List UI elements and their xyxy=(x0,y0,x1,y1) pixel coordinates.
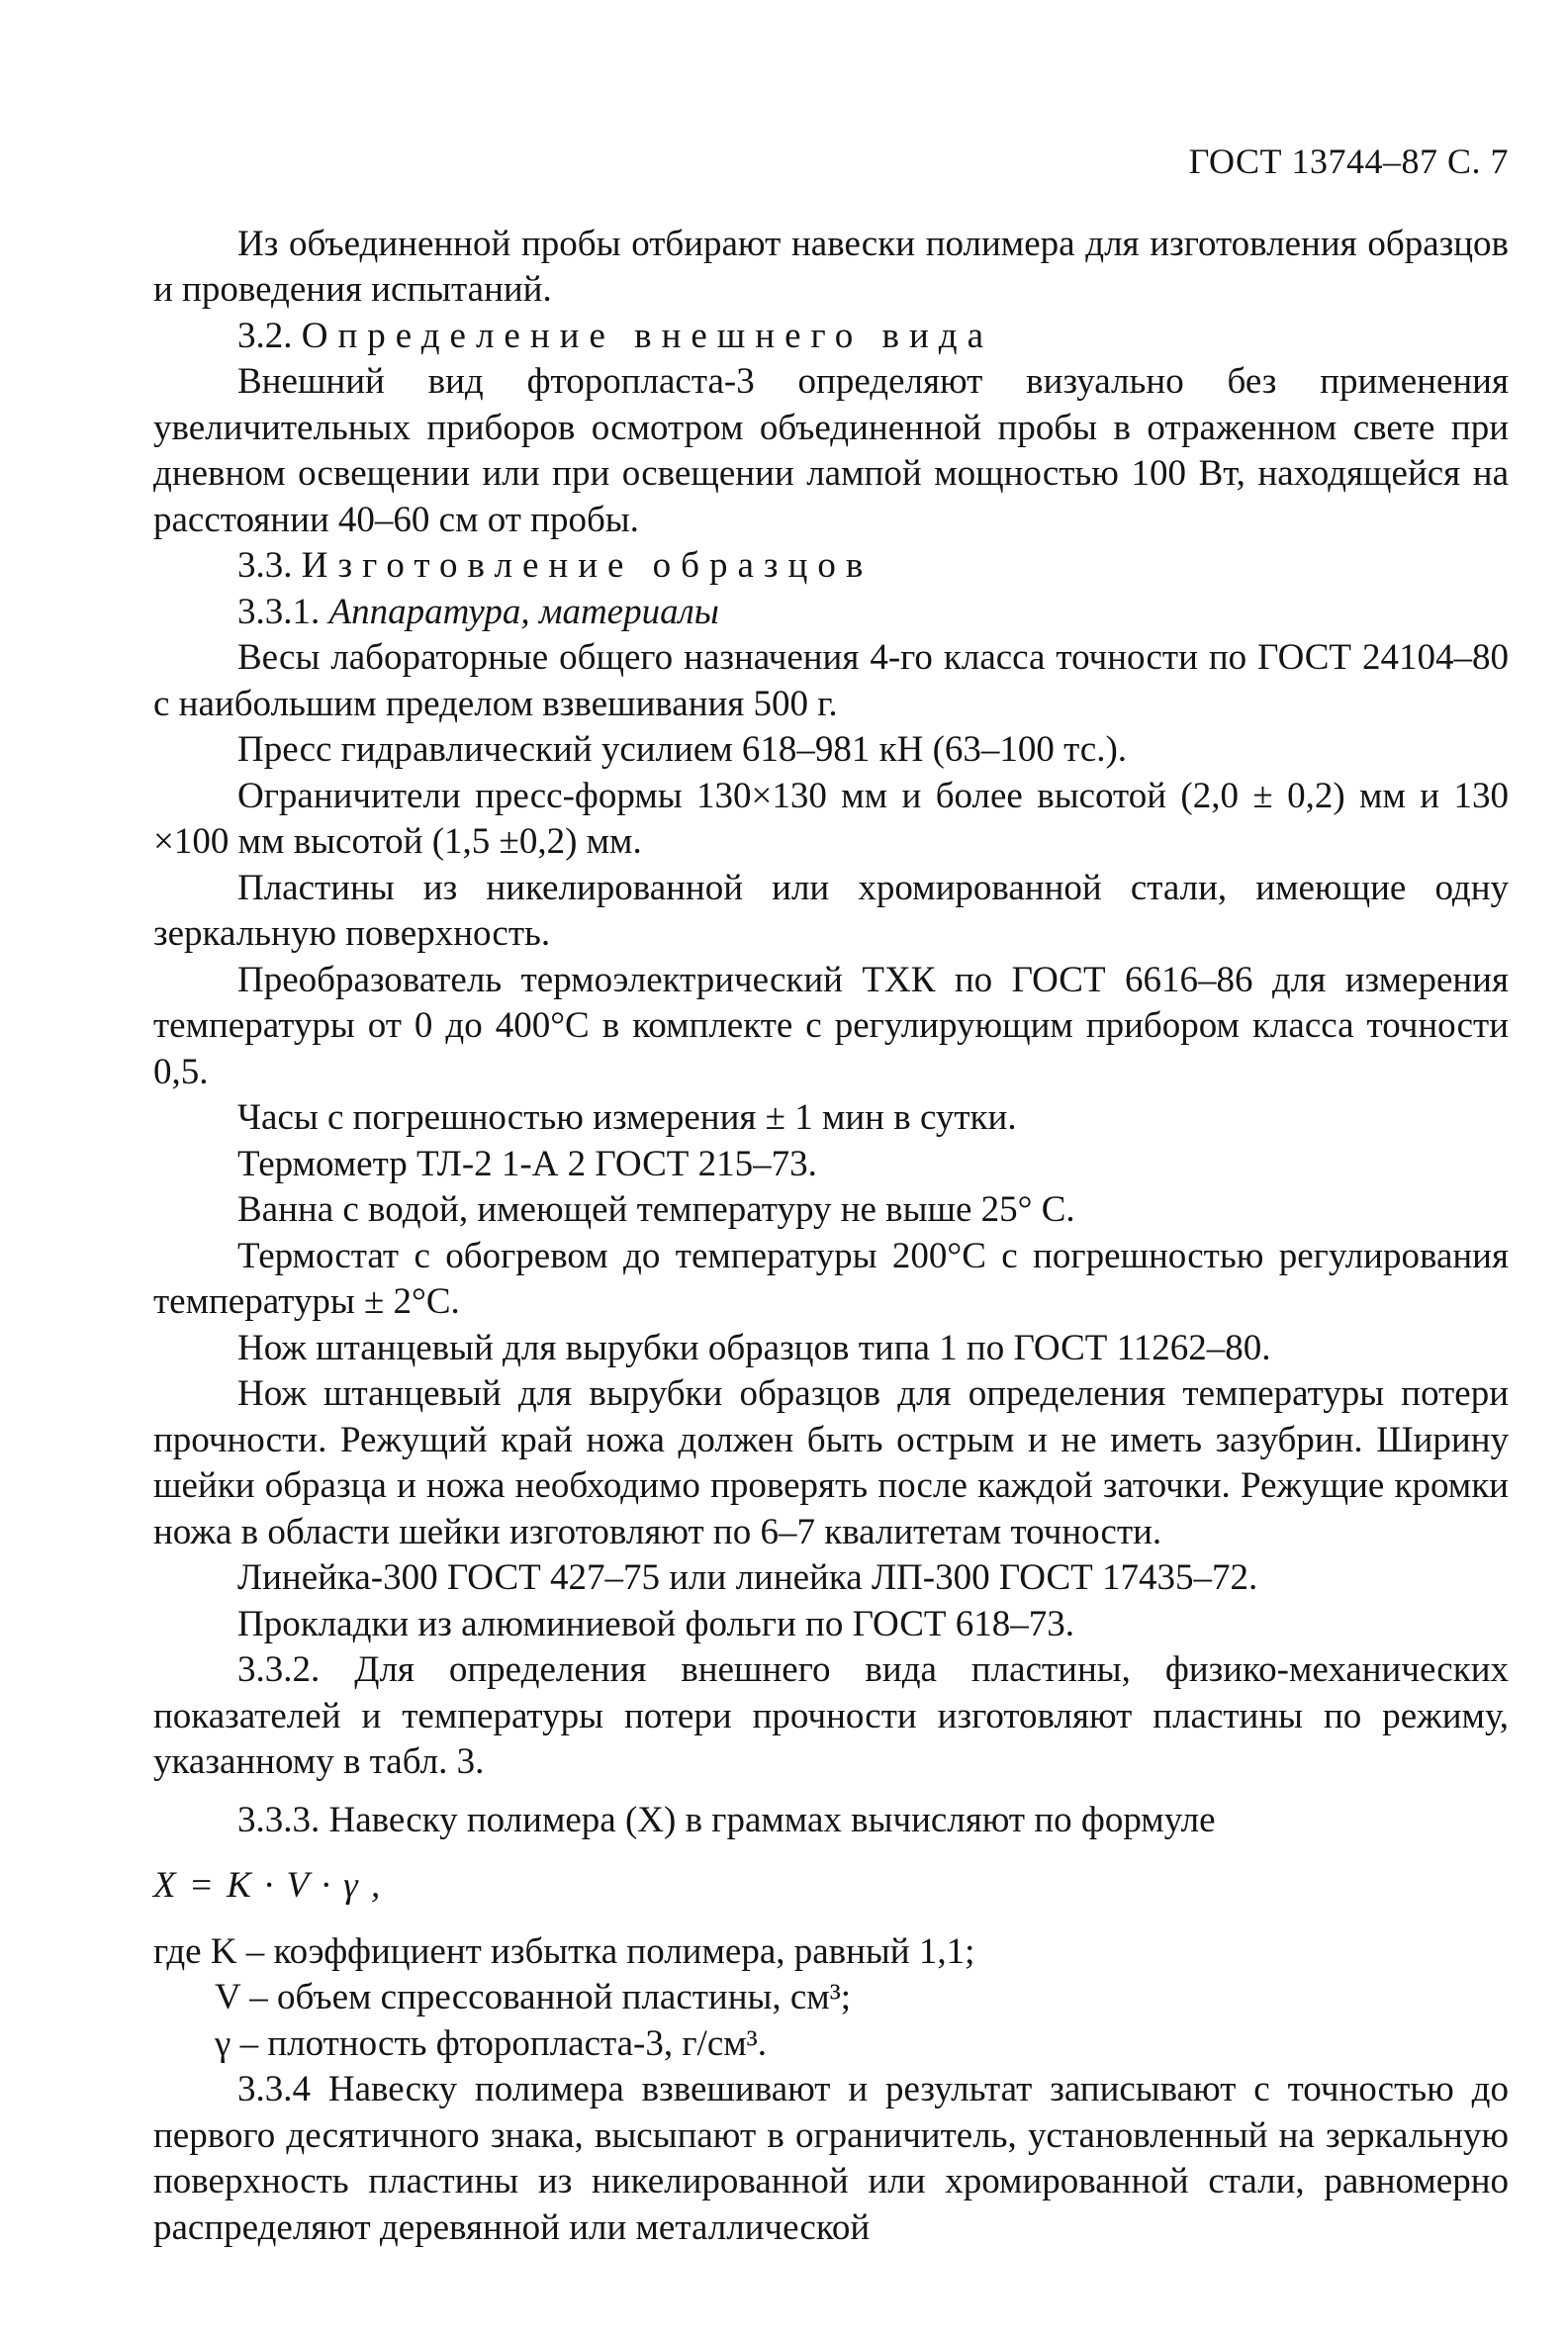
section-heading-3-2 xyxy=(153,314,1509,360)
section-title: Аппаратура, материалы xyxy=(328,591,719,632)
section-number: 3.2. xyxy=(237,315,293,356)
paragraph: Часы с погрешностью измерения ± 1 мин в сутки. xyxy=(237,1097,1017,1138)
paragraph: Преобразователь термоэлектрический ТХК по ГОСТ 6616–86 для измерения температуры от 0 до 400°С в комплекте с регулирующим прибором класса точности 0,5. xyxy=(153,959,1509,1092)
formula-legend-item: γ – плотность фторопласта-3, г/см³. xyxy=(215,2022,767,2064)
paragraph: Нож штанцевый для вырубки образцов типа 1 по ГОСТ 11262–80. xyxy=(237,1327,1271,1368)
paragraph: Внешний вид фторопласта-3 определяют визуально без применения увеличительных приборов осмотром объединенной пробы в отраженном свете при дневном освещении или при освещении лампой мощностью 100 Вт, находящейся на расстоянии 40–60 см от пробы. xyxy=(153,361,1509,540)
formula-legend-item: где K – коэффициент избытка полимера, равный 1,1; xyxy=(153,1930,975,1972)
section-number: 3.3.1. xyxy=(237,591,321,632)
section-title: Определение внешнего вида xyxy=(301,315,994,356)
formula: X = K · V · γ , xyxy=(153,1865,383,1906)
section-heading-3-3-1 xyxy=(153,590,1509,636)
paragraph: Пресс гидравлический усилием 618–981 кН (63–100 тс.). xyxy=(237,729,1128,770)
paragraph: Ванна с водой, имеющей температуру не выше 25° С. xyxy=(237,1189,1075,1230)
section-heading-3-3 xyxy=(153,543,1509,590)
paragraph: Термостат с обогревом до температуры 200°С с погрешностью регулирования температуры ± 2°С. xyxy=(153,1235,1509,1322)
paragraph: Термометр ТЛ-2 1-А 2 ГОСТ 215–73. xyxy=(237,1143,817,1184)
formula-legend-item: V – объем спрессованной пластины, см³; xyxy=(215,1977,852,2017)
paragraph: 3.3.4 Навеску полимера взвешивают и результат записывают с точностью до первого десятичного знака, высыпают в ограничитель, установленный на зеркальную поверхность пластины из никелированной или хромированной стали, равномерно распределяют деревянной или металлической xyxy=(153,2069,1509,2248)
paragraph: Линейка-300 ГОСТ 427–75 или линейка ЛП-300 ГОСТ 17435–72. xyxy=(237,1557,1258,1598)
paragraph: Прокладки из алюминиевой фольги по ГОСТ 618–73. xyxy=(237,1603,1074,1644)
paragraph: Из объединенной пробы отбирают навески полимера для изготовления образцов и проведения испытаний. xyxy=(153,223,1509,310)
page-header: ГОСТ 13744–87 С. 7 xyxy=(1188,141,1509,181)
paragraph: Нож штанцевый для вырубки образцов для определения температуры потери прочности. Режущий край ножа должен быть острым и не иметь зазубрин. Ширину шейки образца и ножа необходимо проверять после каждой заточки. Режущие кромки ножа в области шейки изготовляют по 6–7 квалитетам точности. xyxy=(153,1373,1509,1552)
paragraph: Ограничители пресс-формы 130×130 мм и более высотой (2,0 ± 0,2) мм и 130 ×100 мм высотой (1,5 ±0,2) мм. xyxy=(153,775,1509,862)
paragraph: Весы лабораторные общего назначения 4-го класса точности по ГОСТ 24104–80 с наибольшим пределом взвешивания 500 г. xyxy=(153,637,1509,724)
paragraph: 3.3.3. Навеску полимера (X) в граммах вычисляют по формуле xyxy=(237,1799,1216,1840)
paragraph: Пластины из никелированной или хромированной стали, имеющие одну зеркальную поверхность. xyxy=(153,867,1509,954)
paragraph: 3.3.2. Для определения внешнего вида пластины, физико-механических показателей и температуры потери прочности изготовляют пластины по режиму, указанному в табл. 3. xyxy=(153,1649,1509,1782)
section-title: Изготовление образцов xyxy=(301,545,874,586)
section-number: 3.3. xyxy=(237,545,293,586)
